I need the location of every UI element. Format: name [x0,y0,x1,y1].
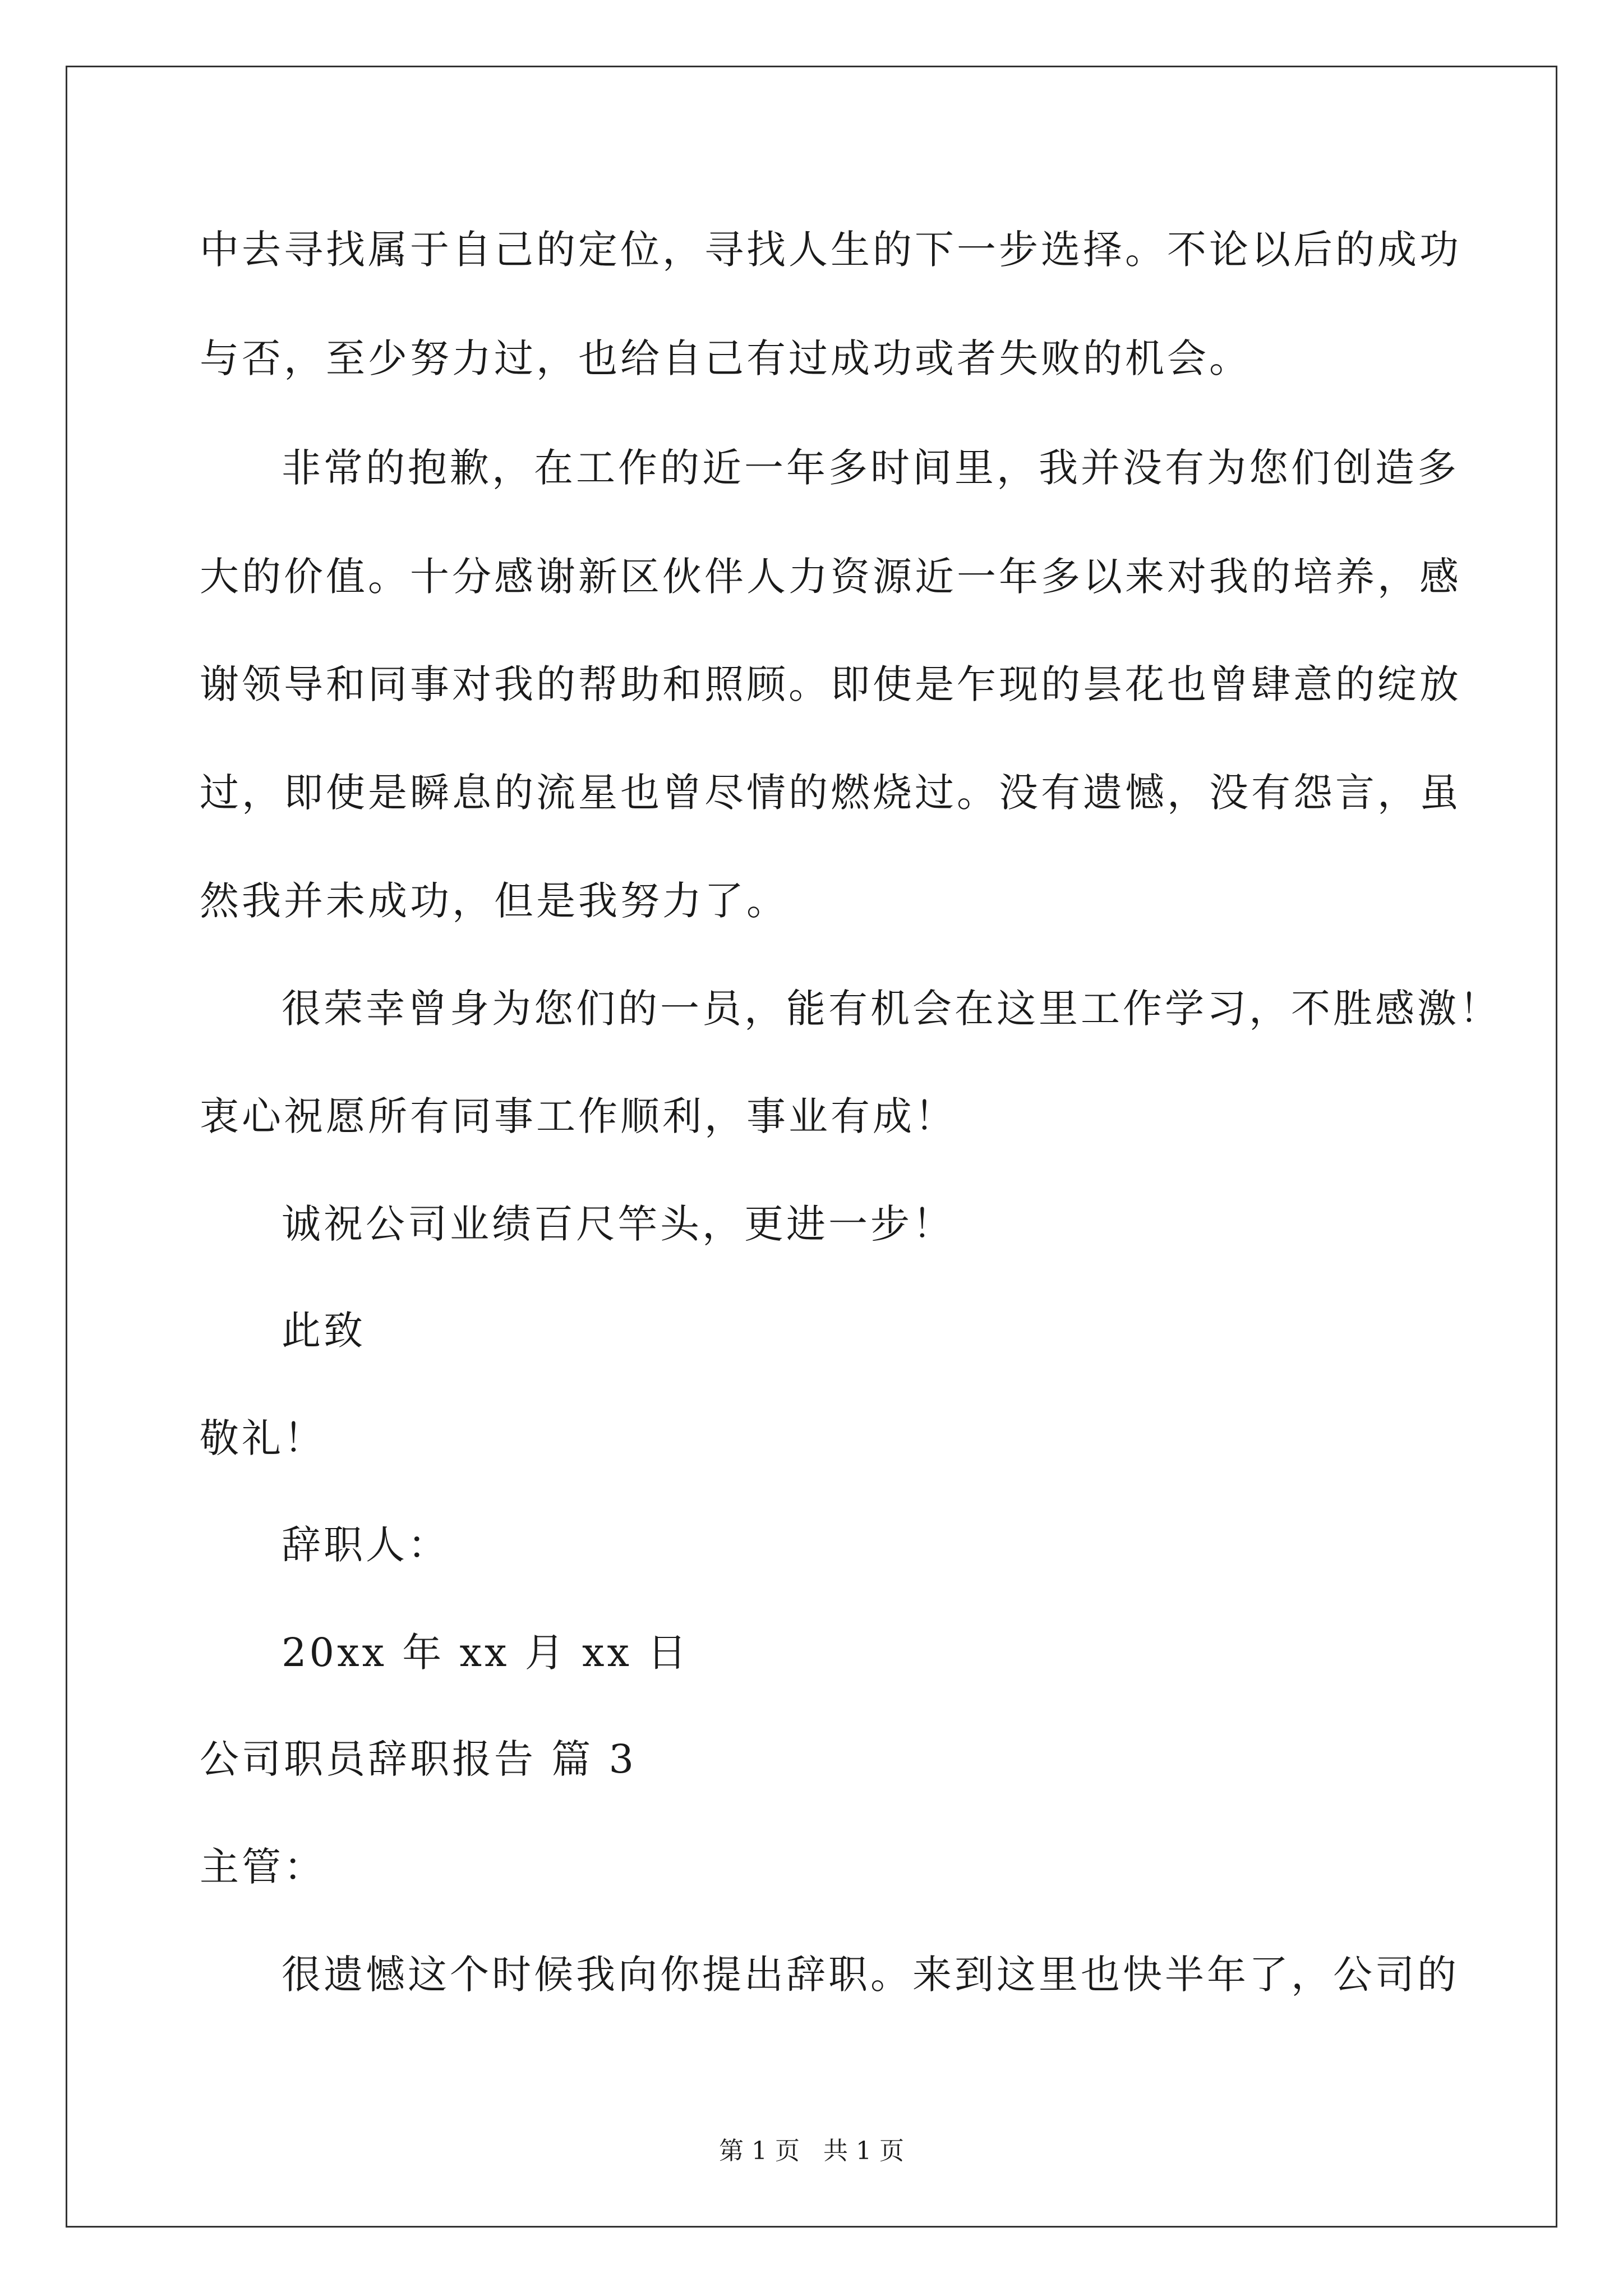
paragraph-start: 很荣幸曾身为您们的一员，能有机会在这里工作学习，不胜感激！ [282,986,1501,1032]
text-line: 与否，至少努力过，也给自己有过成功或者失败的机会。 [200,335,1251,381]
text-line: 衷心祝愿所有同事工作顺利，事业有成！ [200,1093,957,1139]
text-line: 中去寻找属于自己的定位，寻找人生的下一步选择。不论以后的成功 [200,227,1461,273]
text-line: 然我并未成功，但是我努力了。 [200,878,789,924]
closing-phrase: 此致 [282,1308,366,1354]
text-line: 过，即使是瞬息的流星也曾尽情的燃烧过。没有遗憾，没有怨言，虽 [200,770,1461,816]
page-border [66,66,1557,2228]
signer-label: 辞职人： [282,1522,450,1568]
paragraph-start: 非常的抱歉，在工作的近一年多时间里，我并没有为您们创造多 [282,445,1459,491]
text-line: 谢领导和同事对我的帮助和照顾。即使是乍现的昙花也曾肆意的绽放 [200,661,1461,707]
addressee: 主管： [200,1844,326,1890]
section-title: 公司职员辞职报告 篇 3 [200,1736,637,1782]
paragraph-start: 诚祝公司业绩百尺竿头，更进一步！ [282,1201,955,1247]
page-number: 第 1 页 共 1 页 [719,2137,904,2165]
salutation: 敬礼！ [200,1415,326,1461]
text-line: 大的价值。十分感谢新区伙伴人力资源近一年多以来对我的培养，感 [200,554,1461,600]
paragraph-start: 很遗憾这个时候我向你提出辞职。来到这里也快半年了，公司的 [282,1952,1459,1998]
date-line: 20xx 年 xx 月 xx 日 [282,1630,690,1676]
